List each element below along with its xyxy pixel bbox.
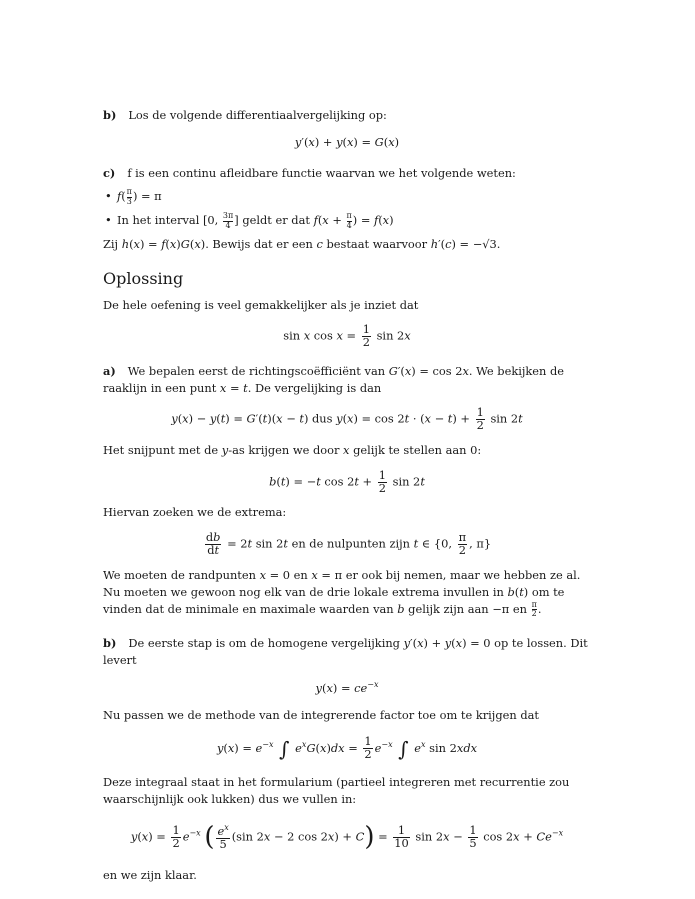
part-b-solution-label: b) [103, 635, 117, 650]
part-b-question [103, 107, 591, 124]
identity-equation: sin x cos x = $\frac{1}{2}$ sin 2x [283, 322, 411, 350]
tangent-equation: y(x) − y(t) = G′(t)(x − t) dus y(x) = cos 2t · (x − t) + $\frac{1}{2}$ sin 2t [171, 405, 523, 433]
intercept-equation: b(t) = −t cos 2t + $\frac{1}{2}$ sin 2t [269, 467, 425, 495]
part-b-solution-text-1: b) De eerste stap is om de homogene vergelijking y′(x) + y(x) = 0 op te lossen. Dit levert [103, 635, 588, 667]
part-a-text-2: Het snijpunt met de y-as krijgen we door x gelijk te stellen aan 0: [103, 443, 482, 458]
part-c-task: Zij h(x) = f(x)G(x). Bewijs dat er een c bestaat waarvoor h′(c) = −√3. [103, 237, 501, 252]
part-b-solution-text-4: en we zijn klaar. [103, 868, 197, 883]
part-c-question [103, 165, 591, 182]
part-c-bullet-2: • In het interval [0, $\frac{3\pi}{4}$ ] geldt er dat f(x + $\frac{\pi}{4}$ ) = f(x) [117, 212, 591, 230]
document-page [103, 107, 591, 884]
final-solution-equation: y(x) = $\frac{1}{2}$ $e^{-x}$ ( $\frac{e^x}{5}$ (sin 2x − 2 cos 2x) + C) = $\frac{1}{10}$ sin 2x − $\frac{1}{5}$ $\cos 2x + Ce^{-x}$ [130, 822, 564, 853]
integrating-factor-equation: $y(x) = e^{-x}$ ∫ $e^xG(x)dx$ = $\frac{1}{2}$ $e^{-x}$ ∫ $e^x$ sin 2xdx [216, 734, 478, 762]
ode-equation: y′(x) + y(x) = G(x) [294, 135, 400, 150]
part-a-text-3: Hiervan zoeken we de extrema: [103, 505, 287, 520]
part-c-bullet-1: • f( $\frac{\pi}{3}$ ) = π [117, 188, 591, 206]
homogeneous-solution: $y(x) = ce^{-x}$ [315, 679, 379, 695]
intro-text: De hele oefening is veel gemakkelijker als je inziet dat [103, 298, 419, 313]
part-b-label: b) [103, 108, 117, 122]
solution-heading: Oplossing [103, 269, 184, 289]
part-b-solution-text-2: Nu passen we de methode van de integrerende factor toe om te krijgen dat [103, 707, 539, 722]
part-c-bullet-list [103, 188, 591, 230]
part-c-label: c) [103, 166, 116, 181]
part-a-text-4: We moeten de randpunten x = 0 en x = π er ook bij nemen, maar we hebben ze al. Nu moeten we gewoon nog elk van de drie lokale extrema invullen in b(t) om te vinden dat de minimale en maximale waarden van b gelijk zijn aan −π en $\frac{\pi}{2}$ . [103, 567, 581, 619]
part-b-solution-text-3: Deze integraal staat in het formularium (partieel integreren met recurrentie zou waarschijnlijk ook lukken) dus we vullen in: [103, 774, 570, 806]
part-a-label: a) [103, 364, 116, 379]
part-c-question-text: f is een continu afleidbare functie waarvan we het volgende weten: [127, 166, 516, 181]
derivative-equation: $\frac{db}{dt}$ = 2t sin 2t en de nulpunten zijn t ∈ {0, $\frac{\pi}{2}$ , π} [205, 529, 492, 557]
part-a-text-1: a) We bepalen eerst de richtingscoëfficiënt van G′(x) = cos 2x. We bekijken de raaklijn in een punt x = t. De vergelijking is dan [103, 364, 565, 396]
part-b-question-text: Los de volgende differentiaalvergelijking op: [128, 108, 387, 122]
